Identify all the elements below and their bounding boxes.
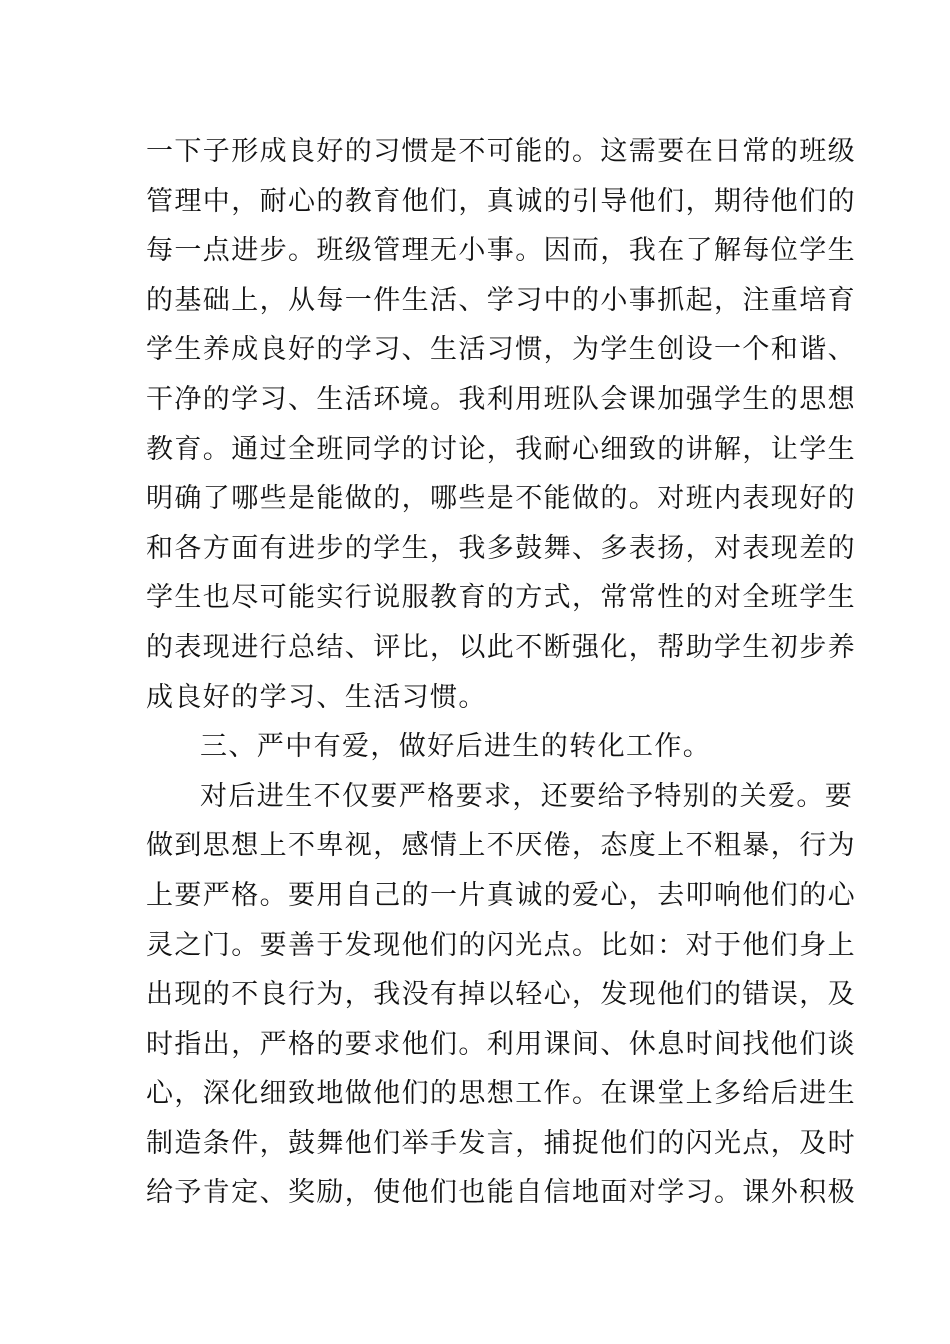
text-line: 明确了哪些是能做的，哪些是不能做的。对班内表现好的 — [146, 483, 856, 515]
text-line: 教育。通过全班同学的讨论，我耐心细致的讲解，让学生 — [146, 433, 856, 465]
body-text — [146, 127, 856, 1218]
text-line: 学生养成良好的学习、生活习惯，为学生创设一个和谐、 — [146, 334, 856, 366]
text-line: 一下子形成良好的习惯是不可能的。这需要在日常的班级 — [146, 136, 856, 167]
section-heading: 三、严中有爱，做好后进生的转化工作。 — [200, 731, 712, 763]
text-line: 心，深化细致地做他们的思想工作。在课堂上多给后进生 — [146, 1078, 856, 1110]
text-line: 制造条件，鼓舞他们举手发言，捕捉他们的闪光点，及时 — [146, 1127, 856, 1159]
text-line: 管理中，耐心的教育他们，真诚的引导他们，期待他们的 — [146, 185, 856, 217]
text-line: 干净的学习、生活环境。我利用班队会课加强学生的思想 — [146, 383, 856, 415]
text-line: 和各方面有进步的学生，我多鼓舞、多表扬，对表现差的 — [146, 532, 856, 564]
text-line: 时指出，严格的要求他们。利用课间、休息时间找他们谈 — [146, 1028, 856, 1060]
text-line: 给予肯定、奖励，使他们也能自信地面对学习。课外积极 — [146, 1177, 856, 1209]
text-line: 学生也尽可能实行说服教育的方式，常常性的对全班学生 — [146, 582, 856, 614]
text-line: 出现的不良行为，我没有掉以轻心，发现他们的错误，及 — [146, 979, 856, 1011]
text-line: 的表现进行总结、评比，以此不断强化，帮助学生初步养 — [146, 631, 856, 663]
text-line: 每一点进步。班级管理无小事。因而，我在了解每位学生 — [146, 235, 856, 267]
text-line: 对后进生不仅要严格要求，还要给予特别的关爱。要 — [200, 780, 854, 812]
text-line: 上要严格。要用自己的一片真诚的爱心，去叩响他们的心 — [146, 879, 856, 911]
text-line: 灵之门。要善于发现他们的闪光点。比如：对于他们身上 — [146, 929, 856, 961]
text-line: 做到思想上不卑视，感情上不厌倦，态度上不粗暴，行为 — [146, 830, 856, 862]
text-line: 成良好的学习、生活习惯。 — [146, 681, 487, 713]
text-line: 的基础上，从每一件生活、学习中的小事抓起，注重培育 — [146, 284, 856, 316]
